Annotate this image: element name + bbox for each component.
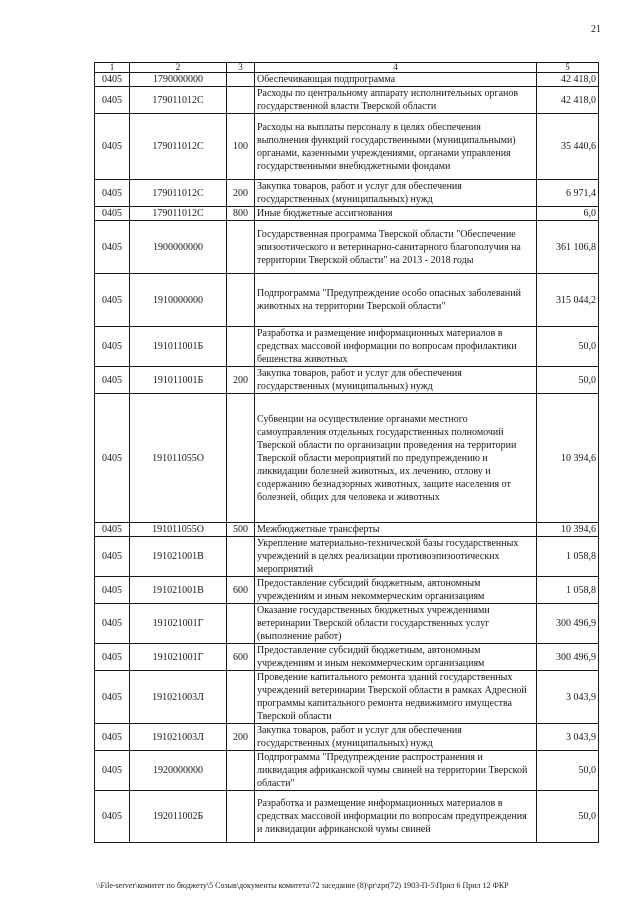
cell-target-article: 191011055О [130,523,227,537]
table-row [95,644,599,671]
table-row [95,394,599,523]
cell-name: Субвенции на осуществление органами местного самоуправления отдельных государственных полномочий Тверской области по организации проведения на территории Тверской области мероприятий по предупреждению и ликвидации болезней животных, их лечению, отлову и содержанию безнадзорных животных, защите населения от болезней, общих для человека и животных [255,394,537,523]
cell-name: Расходы по центральному аппарату исполнительных органов государственной власти Тверской области [255,87,537,114]
cell-expense-type: 200 [227,180,255,207]
cell-section: 0405 [95,537,130,577]
table-row [95,791,599,843]
cell-section: 0405 [95,87,130,114]
cell-amount: 42 418,0 [537,73,599,87]
table-row [95,114,599,180]
header-col-5: 5 [537,63,599,73]
cell-expense-type [227,671,255,724]
cell-name: Разработка и размещение информационных материалов в средствах массовой информации по вопросам предупреждения и ликвидации африканской чумы свиней [255,791,537,843]
cell-amount: 42 418,0 [537,87,599,114]
table-row [95,523,599,537]
cell-expense-type: 500 [227,523,255,537]
cell-amount: 3 043,9 [537,671,599,724]
cell-expense-type [227,751,255,791]
cell-name: Подпрограмма "Предупреждение особо опасных заболеваний животных на территории Тверской области" [255,274,537,327]
cell-amount: 1 058,8 [537,577,599,604]
table-row [95,221,599,274]
table-row [95,73,599,87]
table-row [95,87,599,114]
cell-section: 0405 [95,221,130,274]
cell-name: Оказание государственных бюджетных учреждениями ветеринарии Тверской области государственных услуг (выполнение работ) [255,604,537,644]
cell-section: 0405 [95,327,130,367]
cell-name: Предоставление субсидий бюджетным, автономным учреждениям и иным некоммерческим организациям [255,644,537,671]
table-row [95,604,599,644]
cell-section: 0405 [95,274,130,327]
header-col-2: 2 [130,63,227,73]
cell-section: 0405 [95,73,130,87]
cell-name: Обеспечивающая подпрограмма [255,73,537,87]
cell-amount: 361 106,8 [537,221,599,274]
cell-amount: 10 394,6 [537,523,599,537]
table-row [95,274,599,327]
cell-expense-type [227,537,255,577]
header-col-1: 1 [95,63,130,73]
table-row [95,180,599,207]
cell-name: Проведение капитального ремонта зданий государственных учреждений ветеринарии Тверской области в рамках Адресной программы капитального ремонта недвижимого имущества Тверской области [255,671,537,724]
cell-expense-type [227,604,255,644]
cell-expense-type [227,73,255,87]
cell-section: 0405 [95,671,130,724]
cell-name: Укрепление материально-технической базы государственных учреждений в целях реализации противоэпизоотических мероприятий [255,537,537,577]
cell-amount: 300 496,9 [537,644,599,671]
page-number: 21 [591,24,601,35]
cell-amount: 300 496,9 [537,604,599,644]
cell-section: 0405 [95,644,130,671]
cell-expense-type: 200 [227,367,255,394]
cell-section: 0405 [95,791,130,843]
cell-expense-type [227,221,255,274]
cell-expense-type [227,394,255,523]
cell-target-article: 179011012С [130,207,227,221]
cell-target-article: 191011001Б [130,367,227,394]
cell-target-article: 191011055О [130,394,227,523]
cell-target-article: 191021003Л [130,671,227,724]
cell-target-article: 1790000000 [130,73,227,87]
cell-expense-type [227,87,255,114]
cell-name: Предоставление субсидий бюджетным, автономным учреждениям и иным некоммерческим организациям [255,577,537,604]
cell-section: 0405 [95,180,130,207]
cell-section: 0405 [95,114,130,180]
cell-amount: 6 971,4 [537,180,599,207]
cell-expense-type: 800 [227,207,255,221]
cell-section: 0405 [95,207,130,221]
cell-expense-type: 600 [227,644,255,671]
header-col-3: 3 [227,63,255,73]
cell-expense-type: 100 [227,114,255,180]
cell-name: Закупка товаров, работ и услуг для обеспечения государственных (муниципальных) нужд [255,367,537,394]
table-body [95,73,599,843]
cell-target-article: 191021001В [130,577,227,604]
cell-section: 0405 [95,394,130,523]
header-row [95,63,599,73]
cell-expense-type [227,274,255,327]
cell-name: Закупка товаров, работ и услуг для обеспечения государственных (муниципальных) нужд [255,724,537,751]
cell-amount: 50,0 [537,327,599,367]
cell-name: Разработка и размещение информационных материалов в средствах массовой информации по вопросам профилактики бешенства животных [255,327,537,367]
cell-section: 0405 [95,523,130,537]
cell-section: 0405 [95,724,130,751]
cell-name: Межбюджетные трансферты [255,523,537,537]
cell-amount: 1 058,8 [537,537,599,577]
header-col-4: 4 [255,63,537,73]
cell-target-article: 1900000000 [130,221,227,274]
table-row [95,671,599,724]
cell-name: Подпрограмма "Предупреждение распространения и ликвидация африканской чумы свиней на территории Тверской области" [255,751,537,791]
cell-amount: 50,0 [537,751,599,791]
cell-name: Расходы на выплаты персоналу в целях обеспечения выполнения функций государственными (муниципальными) органами, казенными учреждениями, органами управления государственными внебюджетными фондами [255,114,537,180]
cell-section: 0405 [95,751,130,791]
table-row [95,207,599,221]
cell-amount: 50,0 [537,367,599,394]
cell-name: Иные бюджетные ассигнования [255,207,537,221]
cell-target-article: 179011012С [130,114,227,180]
cell-target-article: 191011001Б [130,327,227,367]
cell-amount: 6,0 [537,207,599,221]
cell-expense-type [227,791,255,843]
table-row [95,537,599,577]
cell-target-article: 191021001Г [130,644,227,671]
footer-path: \\File-server\комитет по бюджету\5 Созыв\документы комитета\72 заседание (8)\pr\zpr(72) 1903-П-5\Прил 6 Прил 12 ФКР [96,881,509,890]
cell-target-article: 1920000000 [130,751,227,791]
cell-section: 0405 [95,604,130,644]
cell-target-article: 179011012С [130,180,227,207]
table-row [95,724,599,751]
cell-amount: 315 044,2 [537,274,599,327]
cell-target-article: 179011012С [130,87,227,114]
cell-amount: 50,0 [537,791,599,843]
cell-section: 0405 [95,367,130,394]
cell-target-article: 191021001В [130,537,227,577]
cell-expense-type [227,327,255,367]
cell-name: Закупка товаров, работ и услуг для обеспечения государственных (муниципальных) нужд [255,180,537,207]
cell-amount: 3 043,9 [537,724,599,751]
cell-section: 0405 [95,577,130,604]
table-row [95,577,599,604]
table-row [95,327,599,367]
cell-target-article: 1910000000 [130,274,227,327]
cell-expense-type: 600 [227,577,255,604]
cell-target-article: 191021003Л [130,724,227,751]
cell-name: Государственная программа Тверской области "Обеспечение эпизоотического и ветеринарно-санитарного благополучия на территории Тверской области" на 2013 - 2018 годы [255,221,537,274]
table-row [95,751,599,791]
cell-expense-type: 200 [227,724,255,751]
cell-target-article: 191021001Г [130,604,227,644]
budget-table [94,62,599,843]
cell-amount: 35 440,6 [537,114,599,180]
cell-amount: 10 394,6 [537,394,599,523]
cell-target-article: 192011002Б [130,791,227,843]
table-row [95,367,599,394]
